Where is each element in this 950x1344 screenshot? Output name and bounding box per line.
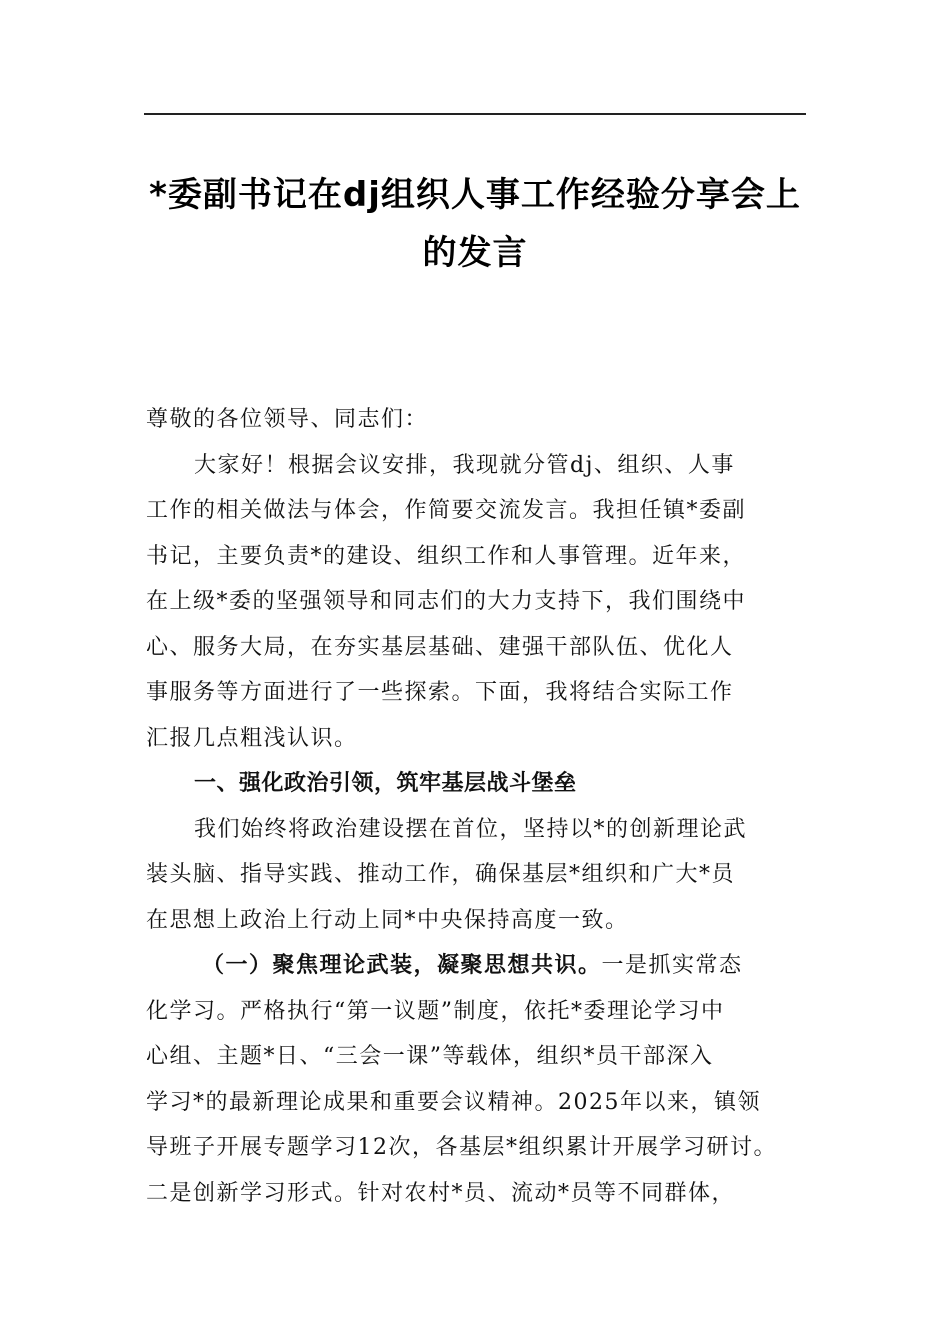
salutation: 尊敬的各位领导、同志们： (146, 407, 429, 432)
intro-line: 书记，主要负责*的建设、组织工作和人事管理。近年来， (146, 543, 747, 569)
intro-line: 大家好！根据会议安排，我现就分管dj、组织、人事 (194, 452, 735, 478)
section-1-paragraph (146, 807, 816, 944)
page-title (120, 166, 830, 282)
subsection-1-line: 化学习。严格执行“第一议题”制度，依托*委理论学习中 (146, 998, 725, 1024)
intro-line: 事服务等方面进行了一些探索。下面，我将结合实际工作 (146, 680, 734, 705)
section-1-line: 在思想上政治上行动上同*中央保持高度一致。 (146, 907, 629, 933)
intro-line: 汇报几点粗浅认识。 (146, 725, 358, 751)
subsection-1-line: 二是创新学习形式。针对农村*员、流动*员等不同群体， (146, 1180, 736, 1206)
title-line-1: *委副书记在dj组织人事工作经验分享会上 (149, 175, 801, 215)
subsection-1-line: 心组、主题*日、“三会一课”等载体，组织*员干部深入 (146, 1044, 714, 1069)
subsection-1-line: 一是抓实常态 (601, 953, 743, 978)
section-1-line: 我们始终将政治建设摆在首位，坚持以*的创新理论武 (194, 816, 748, 842)
intro-line: 心、服务大局，在夯实基层基础、建强干部队伍、优化人 (146, 634, 734, 660)
subsection-1-paragraph (146, 943, 816, 1216)
intro-line: 在上级*委的坚强领导和同志们的大力支持下，我们围绕中 (146, 589, 747, 614)
subsection-1-line: 学习*的最新理论成果和重要会议精神。2025年以来，镇领 (146, 1089, 761, 1115)
top-divider-line (144, 113, 806, 115)
subsection-1-label: （一）聚焦理论武装，凝聚思想共识。 (202, 952, 602, 978)
section-1-line: 装头脑、指导实践、推动工作，确保基层*组织和广大*员 (146, 862, 736, 887)
intro-line: 工作的相关做法与体会，作简要交流发言。我担任镇*委副 (146, 498, 747, 523)
title-line-2: 的发言 (422, 233, 528, 273)
intro-paragraph (146, 443, 816, 762)
subsection-1-line: 导班子开展专题学习12次，各基层*组织累计开展学习研讨。 (146, 1135, 777, 1160)
document-body (146, 397, 816, 1216)
section-1-heading: 一、强化政治引领，筑牢基层战斗堡垒 (194, 771, 577, 796)
